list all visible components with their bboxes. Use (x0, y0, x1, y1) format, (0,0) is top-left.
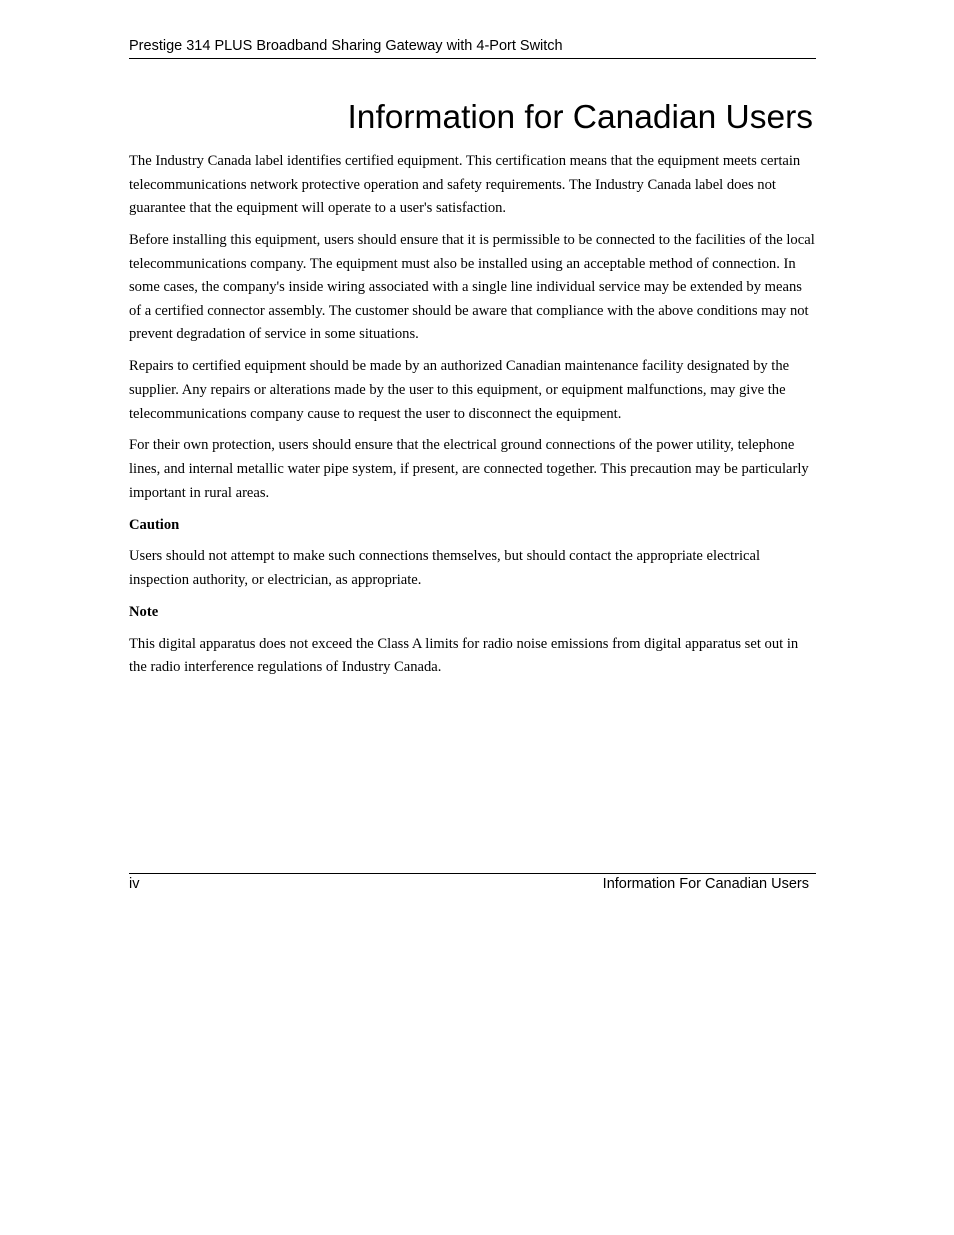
footer-row (129, 875, 816, 894)
running-footer (129, 873, 816, 894)
footer-section-title: Information For Canadian Users (602, 876, 809, 892)
note-text: This digital apparatus does not exceed the Class A limits for radio noise emissions from digital apparatus set out in the radio interference regulations of Industry Canada. (129, 635, 799, 676)
body-content (129, 150, 817, 688)
paragraph-repairs: Repairs to certified equipment should be made by an authorized Canadian maintenance facility designated by the supplier. Any repairs or alterations made by the user to this equipment, or equipment malfunctions, may give the telecommunications company cause to request the user to disconnect the equipment. (129, 358, 790, 422)
paragraph-protection: For their own protection, users should ensure that the electrical ground connections of the power utility, telephone lines, and internal metallic water pipe system, if present, are connected together. This precaution may be particularly important in rural areas. (129, 437, 809, 501)
paragraph-industry-canada-label: The Industry Canada label identifies certified equipment. This certification means that the equipment meets certain telecommunications network protective operation and safety requirements. The Industry Canada label does not guarantee that the equipment will operate to a user's satisfaction. (129, 153, 801, 217)
page-title: Information for Canadian Users (347, 99, 813, 136)
note-heading: Note (129, 603, 159, 620)
running-header (129, 37, 816, 59)
page-number: iv (129, 876, 140, 892)
paragraph-before-installing: Before installing this equipment, users should ensure that it is permissible to be connected to the facilities of the local telecommunications company. The equipment must also be installed using an acceptable method of connection. In some cases, the company's inside wiring associated with a single line individual service may be extended by means of a certified connector assembly. The customer should be aware that compliance with the above conditions may not prevent degradation of service in some situations. (129, 232, 815, 343)
caution-text: Users should not attempt to make such connections themselves, but should contact the appropriate electrical inspection authority, or electrician, as appropriate. (129, 548, 761, 588)
caution-heading: Caution (129, 516, 180, 533)
header-text: Prestige 314 PLUS Broadband Sharing Gateway with 4-Port Switch (129, 38, 563, 54)
